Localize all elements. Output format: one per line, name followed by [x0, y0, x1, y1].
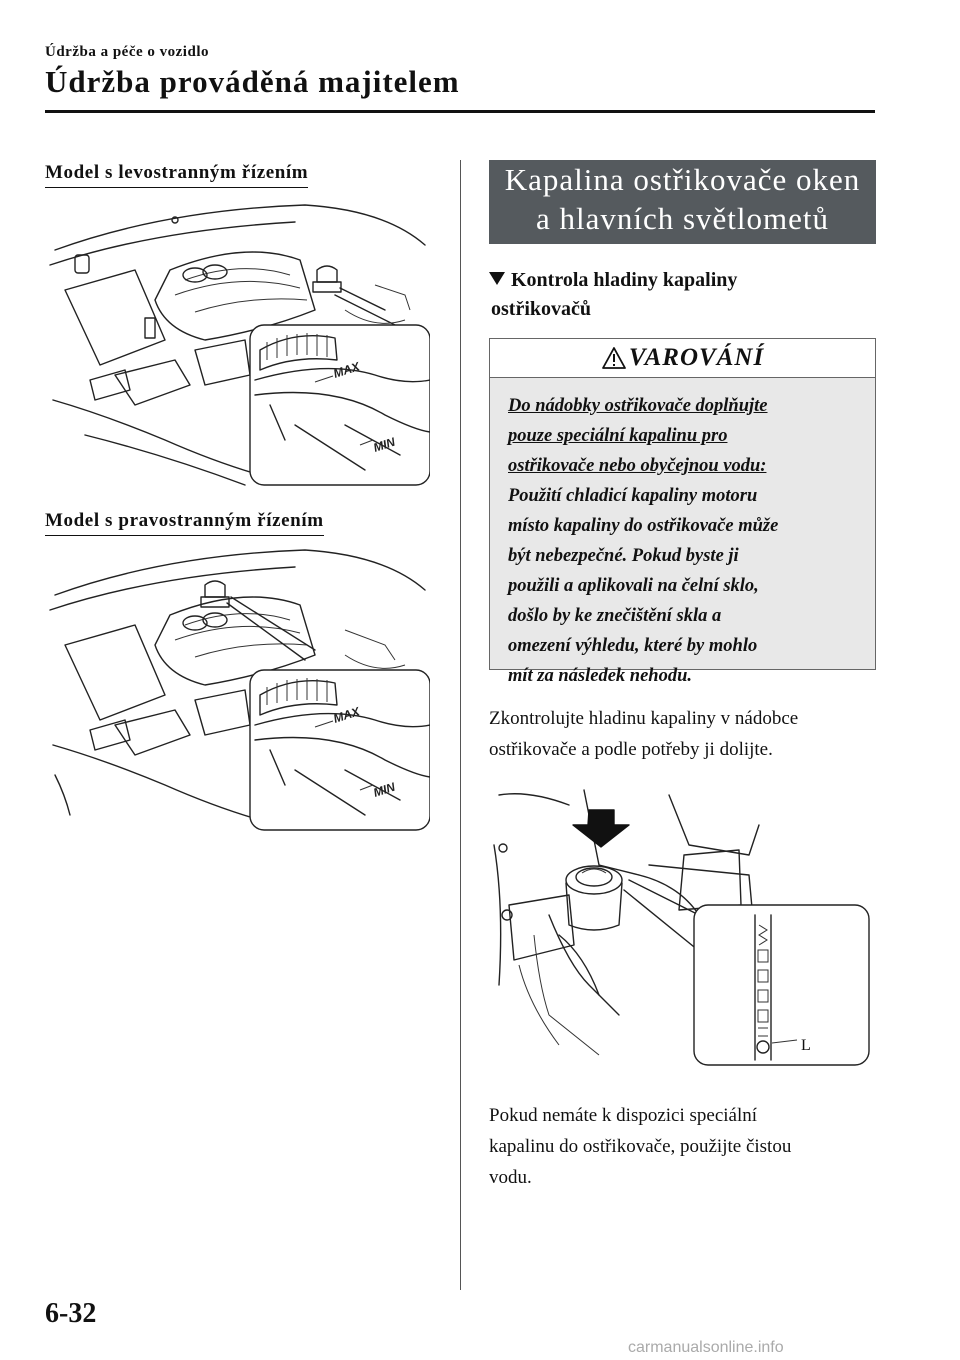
max-label: MAX [331, 704, 362, 726]
triangle-bullet-icon [489, 272, 505, 285]
warning-line: ostřikovače nebo obyčejnou vodu: [508, 456, 767, 476]
body-line: kapalinu do ostřikovače, použijte čistou [489, 1136, 792, 1157]
warning-header [490, 339, 875, 378]
body-line: Zkontrolujte hladinu kapaliny v nádobce [489, 708, 799, 729]
check-heading-line2: ostřikovačů [491, 298, 591, 320]
body-line: ostřikovače a podle potřeby ji dolijte. [489, 739, 773, 760]
warning-line: Do nádobky ostřikovače doplňujte [508, 396, 768, 416]
warning-line: být nebezpečné. Pokud byste ji [508, 546, 739, 566]
warning-line: mít za následek nehodu. [508, 666, 692, 686]
l-level-label: L [801, 1037, 811, 1054]
washer-reservoir-illustration [489, 785, 874, 1070]
watermark: carmanualsonline.info [628, 1339, 784, 1356]
warning-title: VAROVÁNÍ [628, 344, 765, 371]
lhd-model-heading: Model s levostranným řízením [45, 162, 308, 188]
warning-line: místo kapaliny do ostřikovače může [508, 516, 779, 536]
warning-text [508, 391, 868, 691]
rhd-model-heading: Model s pravostranným řízením [45, 510, 324, 536]
page-title: Údržba prováděná majitelem [45, 64, 460, 99]
check-heading-line1: Kontrola hladiny kapaliny [511, 269, 738, 291]
warning-line: pouze speciální kapalinu pro [508, 426, 728, 446]
column-divider [460, 160, 461, 1290]
check-instruction-text [489, 703, 879, 765]
breadcrumb: Údržba a péče o vozidlo [45, 44, 209, 60]
warning-box [489, 338, 876, 686]
check-heading [489, 266, 737, 324]
body-line: Pokud nemáte k dispozici speciální [489, 1105, 758, 1126]
page-number: 6-32 [45, 1298, 97, 1329]
min-label: MIN [371, 779, 397, 800]
warning-triangle-icon [601, 346, 627, 370]
warning-line: Použití chladicí kapaliny motoru [508, 486, 758, 506]
warning-line: omezení výhledu, které by mohlo [508, 636, 758, 656]
warning-line: došlo by ke znečištění skla a [508, 606, 722, 626]
lhd-engine-illustration [45, 200, 430, 490]
title-rule [45, 110, 875, 113]
section-title-band [489, 160, 876, 244]
rhd-engine-illustration [45, 545, 430, 835]
min-label: MIN [371, 434, 397, 455]
water-instruction-text [489, 1100, 879, 1193]
body-line: vodu. [489, 1167, 532, 1188]
warning-line: použili a aplikovali na čelní sklo, [508, 576, 759, 596]
max-label: MAX [331, 359, 362, 381]
section-title-line1: Kapalina ostřikovače oken [504, 162, 861, 197]
section-title-line2: a hlavních světlometů [535, 201, 830, 236]
